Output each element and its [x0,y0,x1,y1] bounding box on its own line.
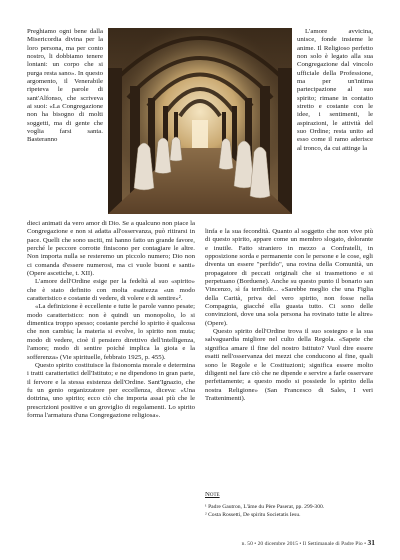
notes-heading: Note [205,491,220,498]
paragraph: dieci animati da vero amor di Dio. Se a qualcuno non piace la Congregazione e non si adatta all'osservanza, può ritirarsi in pace. Quelli che sono usciti, mi hanno fatto un grande favore, perché le peccore corrotte finiscono per contagiare le altre. Non importa nulla se resteremo un piccolo numero; Dio non ci comanda d'essere numerosi, ma ci vuole buoni e santi» (Opere ascetiche, t. XII). [27,220,195,278]
left-narrow-column [27,28,103,220]
paragraph: L'amore dell'Ordine esige per la fedeltà al suo «spirito» che è stato definito con molta esattezza «un modo caratteristico e costante di vedere, di volere e di sentire»². [27,278,195,303]
page-number: 31 [367,538,375,547]
cloister-photo [108,28,292,214]
left-column [27,220,195,546]
footnote: ¹ Padre Gautron, L'âme du Père Paserat, pp. 299-300. [205,504,325,510]
paragraph: Preghiamo ogni bene dalla Misericordia divina per la loro persona, ma per conto nostro, li dobbiamo tenere lontani: un corpo che si purga resta sano». In questo argomento, il Venerabile ripeteva le parole di sant'Alfonso, che scriveva ai suoi: «La Congregazione non ha bisogno di molti soggetti, ma di gente che voglia farsi santa. Basteranno [27,28,103,144]
right-narrow-column [297,28,373,228]
page-footer [205,538,375,547]
paragraph: linfa e la sua fecondità. Quanto al soggetto che non vive più di questo spirito, appare come un membro slogato, dolorante e inutile. Fatto straniero in mezzo a Confratelli, in opposizione sorda e permanente con le persone e le cose, egli diventa un essere "perfido", una rovina della Comunità, un propagatore di peccati originali che si trasmettono e si perpetuano (Borduene). Anche su questo punto il bonario san Vincenzo, sì fa terribile... «Sarebbe meglio che una Figlia della Carità, priva del vero spirito, non fosse nella Compagnia, giacché ella guasta tutto. Ci sono delle convinzioni, dove una sola persona ha rovinato tutte le altre» (Opere). [205,228,373,327]
paragraph: L'amore avvicina, unisce, fonde insieme le anime. Il Religioso perfetto non solo è legato alla sua Congregazione dal vincolo ufficiale della Professione, ma per un'intima partecipazione al suo spirito; rimane in contatto stretto e costante con le idee, i sentimenti, le aspirazioni, le attività del suo Ordine; resta unito ad esso come il ramo aderisce al tronco, da cui attinge la [297,28,373,152]
footer-text: n. 50 • 20 dicembre 2015 • Il Settimanale di Padre Pio • [241,541,367,547]
footnote: ² Costa Rossetti, De spiritu Societatis Iesu. [205,512,301,518]
paragraph: «La definizione è eccellente e tutte le parole vanno pesate; modo caratteristico: non è quindi un monopolio, lo si dimentica troppo spesso; costante perché lo spirito è qualcosa che non cambia; la materia si evolve, lo spirito non muta; modo di vedere, cioè il pensiero direttivo dell'intelligenza, l'amore; modo di sentire poiché implica la gioia e la sofferenza» (Vie spirituelle, febbraio 1925, p. 455). [27,303,195,361]
footnotes [205,503,375,519]
paragraph: Questo spirito dell'Ordine trova il suo sostegno e la sua salvaguardia migliore nel culto della Regola. «Sapete che significa amare il fine del nostro Istituto? Vuol dire essere esatti nell'osservanza dei mezzi che conducono al fine, quali sono le Regole e le Costituzioni; significa essere molto diligenti nel fare ciò che ne dipende e servire a farle osservare perfettamente; a questo modo si possiede lo spirito della nostra Religione» (San Francesco di Sales, I veri Trattenimenti). [205,328,373,402]
right-column [205,228,373,481]
paragraph: Questo spirito costituisce la fisionomia morale e determina i tratti caratteristici dell'Istituto; e ne dipendono in gran parte, il fervore e la stessa esistenza dell'Ordine. Sant'Ignazio, che fu un genio organizzatore per eccellenza, diceva: «Una dottrina, uno spirito; ecco ciò che importa assai più che le prescrizioni positive e un groviglio di regolamenti. Lo spirito forma l'armatura d'una Congregazione religiosa». [27,361,195,419]
